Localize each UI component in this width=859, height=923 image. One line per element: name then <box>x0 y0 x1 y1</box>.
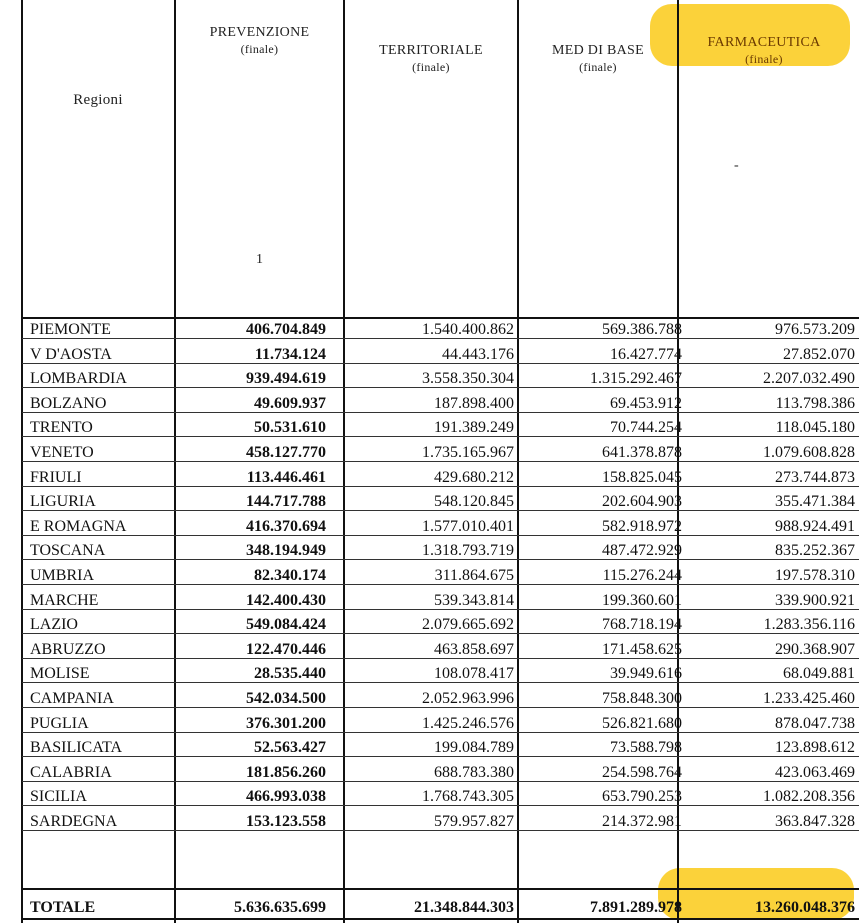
prevenzione-value: 49.609.937 <box>254 394 326 412</box>
prevenzione-value: 142.400.430 <box>246 591 326 609</box>
territoriale-value: 1.318.793.719 <box>422 542 514 560</box>
row-divider <box>22 732 859 733</box>
territoriale-value: 429.680.212 <box>434 468 514 486</box>
territoriale-value: 1.577.010.401 <box>422 517 514 535</box>
header-prevenzione-title: PREVENZIONE <box>209 25 310 40</box>
header-farmaceutica-sub: (finale) <box>745 52 783 66</box>
row-divider <box>22 830 859 831</box>
row-divider <box>22 436 859 437</box>
farmaceutica-value: 68.049.881 <box>783 665 855 683</box>
med-di-base-value: 16.427.774 <box>610 345 682 363</box>
prevenzione-value: 11.734.124 <box>254 345 326 363</box>
row-divider <box>22 461 859 462</box>
header-territoriale-sub: (finale) <box>412 60 450 74</box>
prevenzione-value: 144.717.788 <box>246 493 326 511</box>
region-name: VENETO <box>30 444 94 461</box>
region-name: ABRUZZO <box>30 640 106 658</box>
prevenzione-value: 458.127.770 <box>246 444 326 461</box>
med-di-base-value: 487.472.929 <box>602 542 682 560</box>
territoriale-value: 1.540.400.862 <box>422 321 514 338</box>
region-name: PIEMONTE <box>30 321 111 338</box>
territoriale-value: 3.558.350.304 <box>422 370 514 388</box>
prevenzione-value: 122.470.446 <box>246 640 326 658</box>
territoriale-value: 2.079.665.692 <box>422 616 514 634</box>
med-di-base-value: 526.821.680 <box>602 714 682 732</box>
territoriale-value: 1.425.246.576 <box>422 714 514 732</box>
region-name: MARCHE <box>30 591 99 609</box>
table-row <box>22 810 859 832</box>
table-row <box>22 687 859 709</box>
med-di-base-value: 158.825.045 <box>602 468 682 486</box>
table-row <box>22 515 859 537</box>
table-row <box>22 638 859 660</box>
region-name: MOLISE <box>30 665 90 683</box>
row-divider <box>22 609 859 610</box>
table-row <box>22 564 859 586</box>
total-farmaceutica: 13.260.048.376 <box>755 899 855 916</box>
region-name: SARDEGNA <box>30 813 118 830</box>
header-farmaceutica <box>679 34 849 68</box>
stray-mark: - <box>734 158 739 173</box>
row-divider <box>22 805 859 806</box>
row-divider <box>22 510 859 511</box>
farmaceutica-value: 273.744.873 <box>775 468 855 486</box>
farmaceutica-value: 988.924.491 <box>775 517 855 535</box>
region-name: V D'AOSTA <box>30 345 112 363</box>
region-name: CALABRIA <box>30 763 112 781</box>
farmaceutica-value: 118.045.180 <box>775 419 855 437</box>
prevenzione-value: 406.704.849 <box>246 321 326 338</box>
table-row <box>22 761 859 783</box>
total-territoriale: 21.348.844.303 <box>414 899 514 916</box>
farmaceutica-value: 1.082.208.356 <box>763 788 855 806</box>
row-divider <box>22 633 859 634</box>
territoriale-value: 688.783.380 <box>434 763 514 781</box>
row-divider <box>22 756 859 757</box>
farmaceutica-value: 123.898.612 <box>775 739 855 757</box>
prevenzione-value: 28.535.440 <box>254 665 326 683</box>
prevenzione-value: 348.194.949 <box>246 542 326 560</box>
farmaceutica-value: 2.207.032.490 <box>763 370 855 388</box>
table-row <box>22 785 859 807</box>
med-di-base-value: 1.315.292.467 <box>590 370 682 388</box>
farmaceutica-value: 339.900.921 <box>775 591 855 609</box>
farmaceutica-value: 878.047.738 <box>775 714 855 732</box>
territoriale-value: 1.735.165.967 <box>422 444 514 461</box>
total-row <box>22 896 859 918</box>
territoriale-value: 463.858.697 <box>434 640 514 658</box>
table-bottom <box>21 918 859 920</box>
med-di-base-value: 569.386.788 <box>602 321 682 338</box>
table-row <box>22 736 859 758</box>
row-divider <box>22 584 859 585</box>
prevenzione-value: 82.340.174 <box>254 567 326 584</box>
prevenzione-value: 113.446.461 <box>246 468 326 486</box>
row-divider <box>22 707 859 708</box>
med-di-base-value: 653.790.253 <box>602 788 682 806</box>
table-row <box>22 662 859 684</box>
med-di-base-value: 115.276.244 <box>602 567 682 584</box>
med-di-base-value: 582.918.972 <box>602 517 682 535</box>
farmaceutica-value: 1.079.608.828 <box>763 444 855 461</box>
med-di-base-value: 768.718.194 <box>602 616 682 634</box>
stray-mark: 1 <box>256 252 263 267</box>
territoriale-value: 191.389.249 <box>434 419 514 437</box>
prevenzione-value: 52.563.427 <box>254 739 326 757</box>
region-name: TOSCANA <box>30 542 106 560</box>
table-row <box>22 490 859 512</box>
farmaceutica-value: 835.252.367 <box>775 542 855 560</box>
farmaceutica-value: 1.283.356.116 <box>763 616 855 634</box>
region-name: CAMPANIA <box>30 690 114 707</box>
table-row <box>22 343 859 365</box>
farmaceutica-value: 113.798.386 <box>775 394 855 412</box>
territoriale-value: 2.052.963.996 <box>422 690 514 707</box>
farmaceutica-value: 290.368.907 <box>775 640 855 658</box>
region-name: BASILICATA <box>30 739 123 757</box>
territoriale-value: 539.343.814 <box>434 591 514 609</box>
row-divider <box>22 535 859 536</box>
row-divider <box>22 486 859 487</box>
territoriale-value: 1.768.743.305 <box>422 788 514 806</box>
table-row <box>22 589 859 611</box>
med-di-base-value: 73.588.798 <box>610 739 682 757</box>
med-di-base-value: 758.848.300 <box>602 690 682 707</box>
header-regioni: Regioni <box>73 92 123 108</box>
row-divider <box>22 338 859 339</box>
territoriale-value: 548.120.845 <box>434 493 514 511</box>
table-row <box>22 441 859 463</box>
territoriale-value: 108.078.417 <box>434 665 514 683</box>
prevenzione-value: 416.370.694 <box>246 517 326 535</box>
med-di-base-value: 214.372.981 <box>602 813 682 830</box>
prevenzione-value: 549.084.424 <box>246 616 326 634</box>
row-divider <box>22 781 859 782</box>
med-di-base-value: 69.453.912 <box>610 394 682 412</box>
row-divider <box>22 682 859 683</box>
table-row <box>22 416 859 438</box>
header-territoriale <box>345 42 517 76</box>
header-farmaceutica-title: FARMACEUTICA <box>707 35 821 50</box>
farmaceutica-value: 355.471.384 <box>775 493 855 511</box>
territoriale-value: 579.957.827 <box>434 813 514 830</box>
farmaceutica-value: 1.233.425.460 <box>763 690 855 707</box>
header-prevenzione <box>176 24 343 58</box>
prevenzione-value: 181.856.260 <box>246 763 326 781</box>
header-med-di-base-title: MED DI BASE <box>552 43 644 58</box>
region-name: LOMBARDIA <box>30 370 127 388</box>
region-name: LIGURIA <box>30 493 96 511</box>
farmaceutica-value: 363.847.328 <box>775 813 855 830</box>
prevenzione-value: 153.123.558 <box>246 813 326 830</box>
table-row <box>22 613 859 635</box>
row-divider <box>22 658 859 659</box>
total-prevenzione: 5.636.635.699 <box>234 899 326 916</box>
territoriale-value: 311.864.675 <box>434 567 514 584</box>
row-divider <box>22 412 859 413</box>
table-row <box>22 367 859 389</box>
prevenzione-value: 376.301.200 <box>246 714 326 732</box>
region-name: SICILIA <box>30 788 87 806</box>
region-name: E ROMAGNA <box>30 517 127 535</box>
med-di-base-value: 641.378.878 <box>602 444 682 461</box>
territoriale-value: 187.898.400 <box>434 394 514 412</box>
med-di-base-value: 70.744.254 <box>610 419 682 437</box>
total-med-di-base: 7.891.289.978 <box>590 899 682 916</box>
farmaceutica-value: 197.578.310 <box>775 567 855 584</box>
prevenzione-value: 939.494.619 <box>246 370 326 388</box>
territoriale-value: 44.443.176 <box>442 345 514 363</box>
total-label: TOTALE <box>30 899 96 916</box>
row-divider <box>22 363 859 364</box>
territoriale-value: 199.084.789 <box>434 739 514 757</box>
header-territoriale-title: TERRITORIALE <box>379 43 483 58</box>
region-name: LAZIO <box>30 616 78 634</box>
table-row <box>22 539 859 561</box>
farmaceutica-value: 27.852.070 <box>783 345 855 363</box>
header-prevenzione-sub: (finale) <box>240 42 279 56</box>
region-name: BOLZANO <box>30 394 107 412</box>
prevenzione-value: 50.531.610 <box>254 419 326 437</box>
table-row <box>22 392 859 414</box>
row-divider <box>22 559 859 560</box>
table-row <box>22 318 859 340</box>
med-di-base-value: 39.949.616 <box>610 665 682 683</box>
med-di-base-value: 202.604.903 <box>602 493 682 511</box>
farmaceutica-value: 976.573.209 <box>775 321 855 338</box>
farmaceutica-value: 423.063.469 <box>775 763 855 781</box>
row-divider <box>22 387 859 388</box>
med-di-base-value: 254.598.764 <box>602 763 682 781</box>
table-row <box>22 712 859 734</box>
header-med-di-base-sub: (finale) <box>579 60 617 74</box>
header-med-di-base <box>519 42 677 76</box>
region-name: FRIULI <box>30 468 82 486</box>
region-name: UMBRIA <box>30 567 95 584</box>
region-name: TRENTO <box>30 419 93 437</box>
prevenzione-value: 466.993.038 <box>246 788 326 806</box>
med-di-base-value: 199.360.601 <box>602 591 682 609</box>
med-di-base-value: 171.458.625 <box>602 640 682 658</box>
prevenzione-value: 542.034.500 <box>246 690 326 707</box>
table-row <box>22 466 859 488</box>
total-separator <box>21 888 859 890</box>
region-name: PUGLIA <box>30 714 89 732</box>
